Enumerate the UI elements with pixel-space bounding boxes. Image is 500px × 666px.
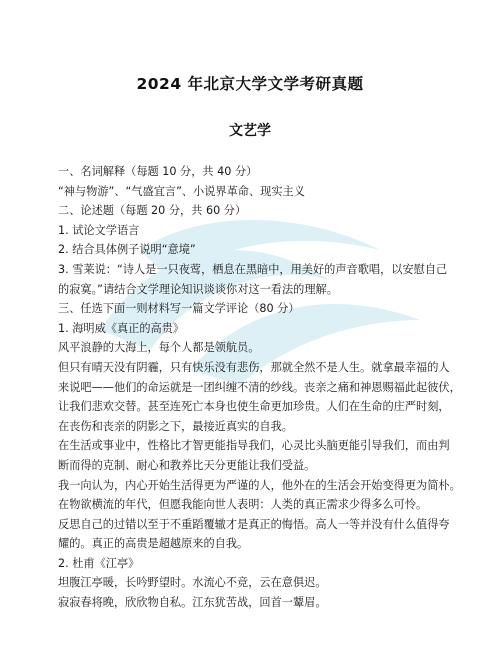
section-heading-terms: 一、名词解释（每题 10 分，共 40 分） (58, 165, 258, 178)
document-title: 2024 年北京大学文学考研真题 (136, 75, 364, 93)
terms-list: “神与物游”、“气盛宜言”、小说界革命、现实主义 (58, 184, 305, 198)
material-1-line-3: 来说吧——他们的命运就是一团纠缠不清的纱线。丧亲之痛和神恩赐福此起彼伏， (58, 380, 461, 394)
essay-question-3-line-1: 3. 雪莱说：“诗人是一只夜莺，栖息在黑暗中，用美好的声音歌唱，以安慰自己 (58, 262, 448, 276)
material-1-line-2: 但只有晴天没有阴霾，只有快乐没有悲伤，那就全然不是人生。就拿最幸福的人 (58, 360, 450, 374)
material-1-line-1: 风平浪静的大海上，每个人都是领航员。 (58, 341, 260, 355)
section-heading-review: 三、任选下面一则材料写一篇文学评论（80 分） (58, 302, 300, 316)
essay-question-1: 1. 试论文学语言 (58, 223, 140, 237)
material-1-line-6: 在生活或事业中，性格比才智更能指导我们，心灵比头脑更能引导我们，而由判 (58, 439, 450, 453)
material-2-line-1: 坦腹江亭暖，长吟野望时。水流心不竞，云在意俱迟。 (58, 576, 327, 590)
section-heading-essays: 二、论述题（每题 20 分，共 60 分） (58, 204, 247, 218)
material-1-line-7: 断而得的克制、耐心和教养比天分更能让我们受益。 (58, 458, 316, 472)
essay-question-3-line-2: 的寂寞。”请结合文学理论知识谈谈你对这一看法的理解。 (58, 282, 338, 296)
document-subtitle: 文艺学 (229, 123, 271, 139)
material-1-line-10: 反思自己的过错以至于不重蹈覆辙才是真正的悔悟。高人一等并没有什么值得夸 (58, 517, 450, 531)
material-2-line-2: 寂寂春将晚，欣欣物自私。江东犹苦战，回首一颦眉。 (58, 596, 327, 610)
material-1-line-4: 让我们悲欢交替。甚至连死亡本身也使生命更加珍贵。人们在生命的庄严时刻， (58, 400, 450, 414)
material-1-line-8: 我一向认为，内心开始生活得更为严谨的人，他外在的生活会开始变得更为简朴。 (58, 478, 461, 492)
material-1-line-11: 耀的。真正的高贵是超越原来的自我。 (58, 537, 249, 551)
material-1-title: 1. 海明威《真正的高贵》 (58, 321, 185, 335)
material-1-line-9: 在物欲横流的年代，但愿我能向世人表明：人类的真正需求少得多么可怜。 (58, 498, 428, 512)
material-2-title: 2. 杜甫《江亭》 (58, 556, 140, 570)
material-1-line-5: 在丧伤和丧亲的阴影之下，最接近真实的自我。 (58, 419, 293, 433)
essay-question-2: 2. 结合具体例子说明“意境” (58, 243, 196, 257)
